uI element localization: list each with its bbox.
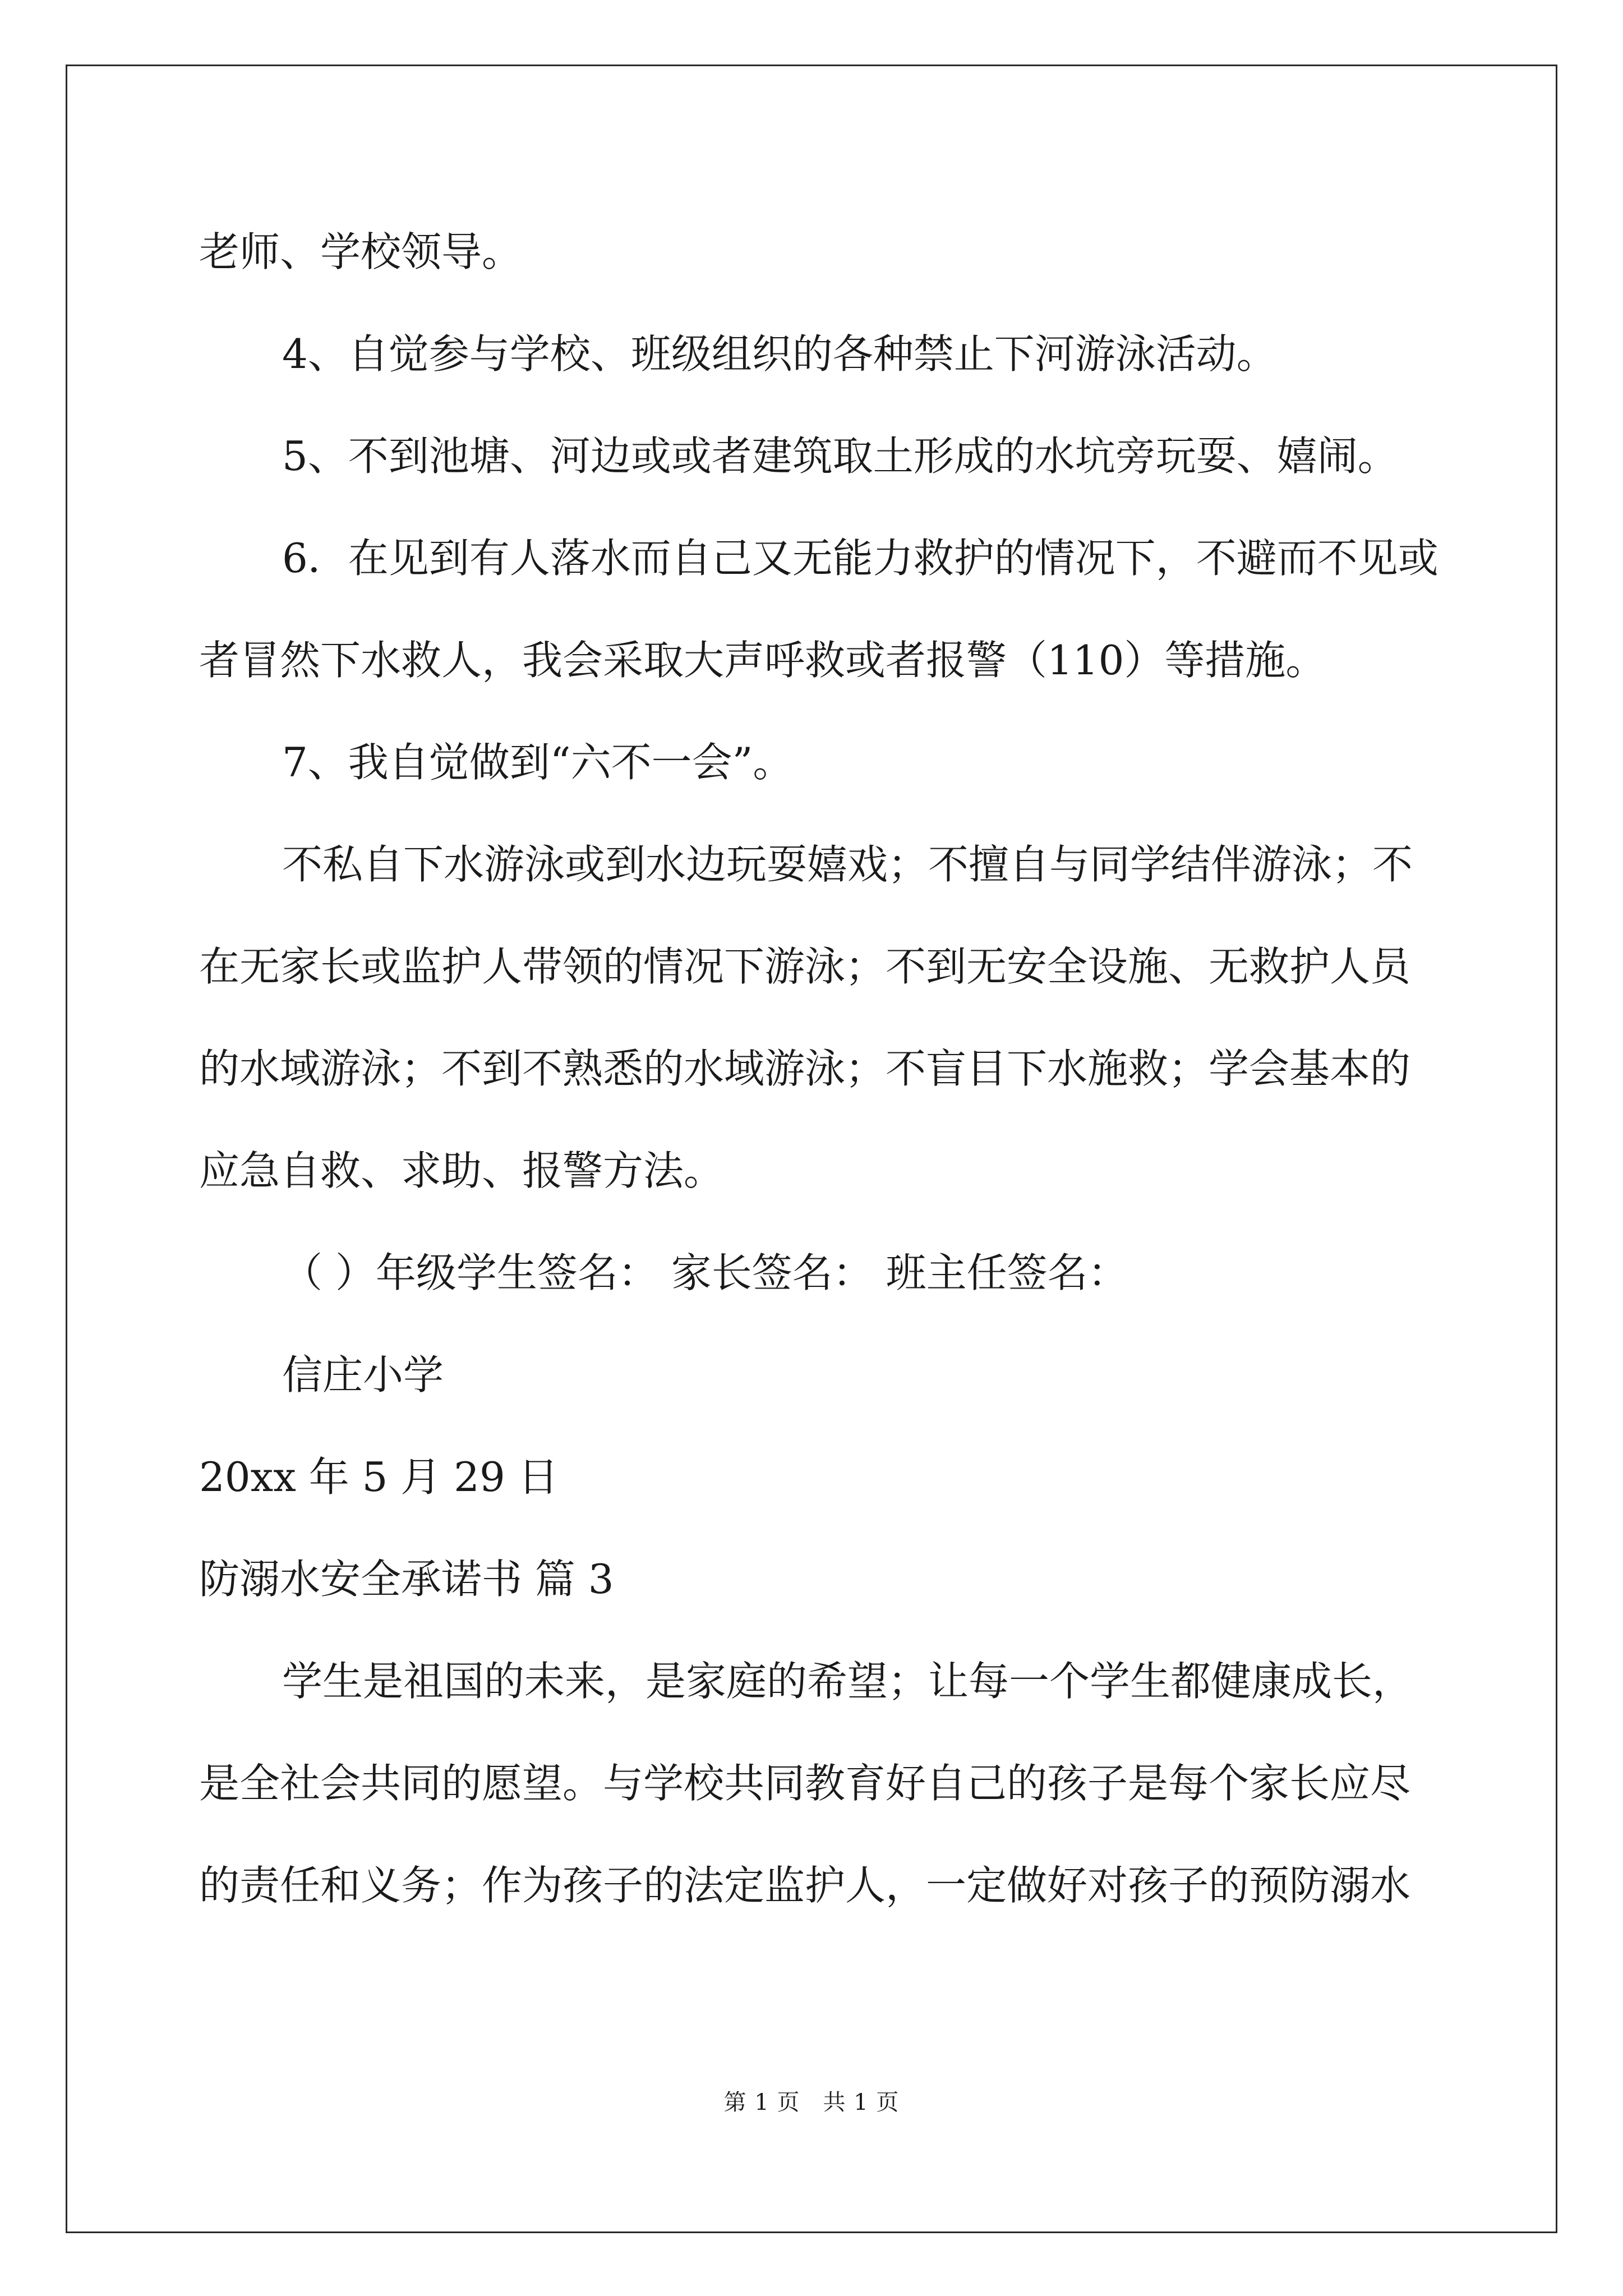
page-footer [0, 2086, 1623, 2119]
page-number: 第 1 页 共 1 页 [723, 2090, 900, 2115]
signature-line: （ ）年级学生签名： 家长签名： 班主任签名： [282, 1249, 1128, 1296]
section-title: 防溺水安全承诺书 篇 3 [199, 1556, 614, 1603]
line-17: 的责任和义务；作为孩子的法定监护人，一定做好对孩子的预防溺水 [199, 1862, 1411, 1909]
line-3: 5、不到池塘、河边或或者建筑取土形成的水坑旁玩耍、嬉闹。 [282, 432, 1398, 480]
line-7: 不私自下水游泳或到水边玩耍嬉戏；不擅自与同学结伴游泳；不 [282, 841, 1413, 888]
line-2: 4、自觉参与学校、班级组织的各种禁止下河游泳活动。 [282, 330, 1277, 378]
line-1: 老师、学校领导。 [199, 228, 523, 275]
document-body [199, 201, 1438, 1936]
line-5: 者冒然下水救人，我会采取大声呼救或者报警（110）等措施。 [199, 637, 1326, 684]
line-16: 是全社会共同的愿望。与学校共同教育好自己的孩子是每个家长应尽 [199, 1760, 1411, 1807]
line-4: 6．在见到有人落水而自己又无能力救护的情况下，不避而不见或 [282, 535, 1438, 582]
date-line: 20xx 年 5 月 29 日 [199, 1453, 559, 1501]
school-name: 信庄小学 [282, 1351, 444, 1398]
line-10: 应急自救、求助、报警方法。 [199, 1147, 725, 1194]
line-8: 在无家长或监护人带领的情况下游泳；不到无安全设施、无救护人员 [199, 943, 1411, 990]
line-6: 7、我自觉做到“六不一会”。 [282, 739, 794, 786]
line-9: 的水域游泳；不到不熟悉的水域游泳；不盲目下水施救；学会基本的 [199, 1045, 1411, 1092]
line-15: 学生是祖国的未来，是家庭的希望；让每一个学生都健康成长， [282, 1658, 1413, 1705]
